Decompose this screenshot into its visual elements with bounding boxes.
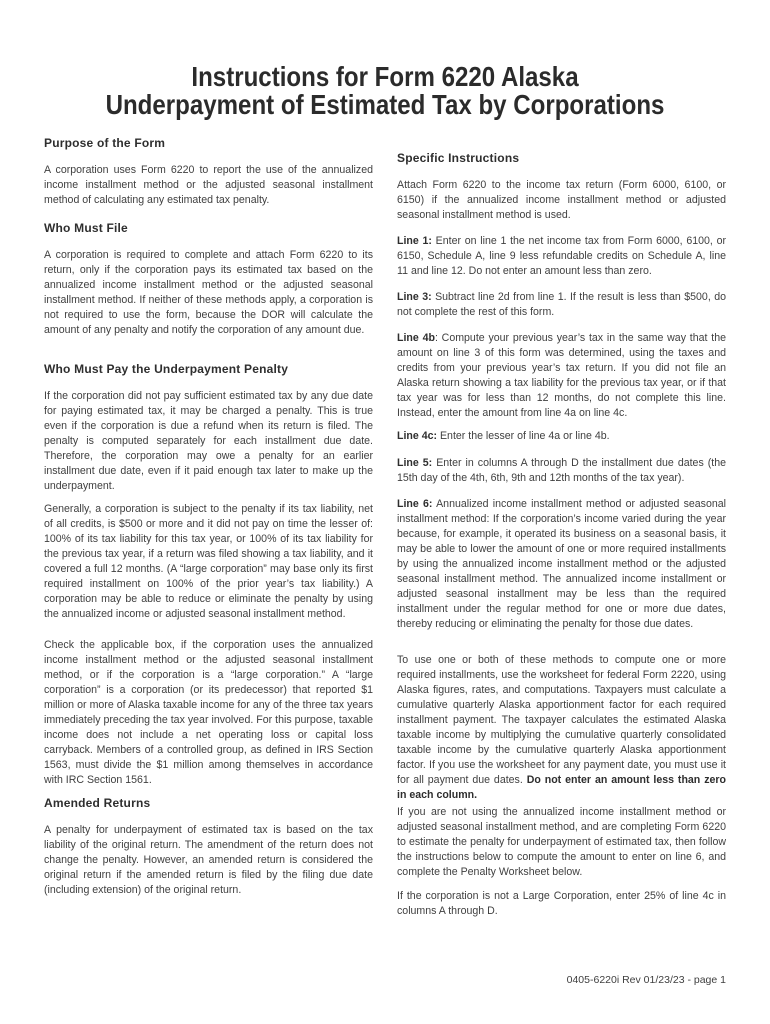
heading-purpose: Purpose of the Form	[44, 136, 166, 150]
line-3-label: Line 3:	[397, 291, 432, 303]
line-4b-text: : Compute your previous year’s tax in the same way that the amount on line 3 of this form was determined, using the taxes and credits from your previous year’s tax return. If you did not file an Alaska return showing a tax liability for the previous tax year, or if that tax year was for less than 12 months, do not complete this line. Instead, enter the amount from line 4a on line 4c.	[397, 332, 726, 419]
document-title-line-2: Underpayment of Estimated Tax by Corporations	[105, 89, 665, 120]
methods-bold-note: Do not enter an amount less than zero in each column.	[397, 774, 726, 801]
line-5-text: Enter in columns A through D the installment due dates (the 15th day of the 4th, 6th, 9th and 12th months of the tax year).	[397, 457, 727, 484]
line-1-label: Line 1:	[397, 235, 432, 247]
paragraph-line-1	[397, 234, 726, 279]
paragraph-purpose: A corporation uses Form 6220 to report the use of the annualized income installment method or the adjusted seasonal installment method of calculating any estimated tax penalty.	[44, 164, 373, 206]
paragraph-attach: Attach Form 6220 to the income tax return (Form 6000, 6100, or 6150) if the annualized income installment method or adjusted seasonal installment method is used.	[397, 179, 726, 221]
heading-who-must-pay: Who Must Pay the Underpayment Penalty	[44, 362, 289, 376]
paragraph-not-large-corp: If the corporation is not a Large Corporation, enter 25% of line 4c in columns A through D.	[397, 890, 726, 917]
paragraph-who-must-pay-2: Generally, a corporation is subject to the penalty if its tax liability, net of all credits, is $500 or more and it did not pay on time the lesser of: 100% of its tax liability for this tax year, or 100% of its tax liability for the previous tax year, if a return was filed showing a tax liability, and it covered a full 12 months. (A “large corporation” may base only its first required installment on 100% of the prior year’s tax liability.) A corporation may be able to reduce or eliminate the penalty by using the annualized income or adjusted seasonal installment method.	[44, 503, 373, 620]
heading-who-must-file: Who Must File	[44, 221, 128, 235]
line-6-label: Line 6:	[397, 498, 433, 510]
document-title-line-1: Instructions for Form 6220 Alaska	[191, 61, 579, 92]
paragraph-who-must-pay-3: Check the applicable box, if the corporation uses the annualized income installment method or the adjusted seasonal installment method, or if the corporation is a “large corporation.” A “large corporation” is a corporation (or its predecessor) that reported $1 million or more of Alaska taxable income for any of the three tax years immediately preceding the tax year involved. For this purpose, taxable income does not include a net operating loss or capital loss carryback. Members of a controlled group, as defined in IRS Section 1563, must divide the $1 million among themselves in accordance with IRC Section 1561.	[44, 639, 373, 786]
methods-text: To use one or both of these methods to compute one or more required installments, use the worksheet for federal Form 2220, using Alaska figures, rates, and computations. Taxpayers must calculate a cumulative quarterly Alaska apportionment factor for each required installment payment. The taxpayer calculates the estimated Alaska taxable income by multiplying the cumulative quarterly consolidated taxable income by the cumulative quarterly Alaska apportionment factor. If you use the worksheet for any payment date, you must use it for all payment due dates.	[397, 654, 726, 786]
heading-specific-instructions: Specific Instructions	[397, 151, 520, 165]
paragraph-line-4c	[397, 429, 726, 444]
paragraph-not-using: If you are not using the annualized income installment method or adjusted seasonal installment method, and are completing Form 6220 to estimate the penalty for underpayment of estimated tax, then follow the instructions below to compute the amount to enter on line 6, and complete the Penalty Worksheet below.	[397, 806, 726, 878]
paragraph-who-must-file: A corporation is required to complete and attach Form 6220 to its return, only if the corporation pays its estimated tax based on the annualized income installment method or the adjusted seasonal installment method. If neither of these methods apply, a corporation is not required to use the form, because the DOR will calculate the amount of any penalty and notify the corporation of any amount due.	[44, 249, 373, 336]
paragraph-line-5	[397, 456, 726, 486]
paragraph-line-3	[397, 290, 726, 320]
paragraph-line-6	[397, 497, 726, 632]
paragraph-methods	[397, 653, 726, 803]
paragraph-who-must-pay-1: If the corporation did not pay sufficient estimated tax by any due date for paying estimated tax, it may be charged a penalty. This is true even if the corporation is due a refund when its return is filed. The penalty is computed separately for each installment due date. Therefore, the corporation may owe a penalty for an earlier installment due date, even if it paid enough tax later to make up the underpayment.	[44, 390, 373, 492]
paragraph-amended-returns: A penalty for underpayment of estimated tax is based on the tax liability of the original return. The amendment of the return does not change the penalty. However, an amended return is considered the original return if the amended return is filed by the filing due date (including extension) of the original return.	[44, 824, 373, 896]
line-6-text: Annualized income installment method or adjusted seasonal installment method: If the corporation’s income varied during the year because, for example, it operated its business on a seasonal basis, it may be able to lower the amount of one or more required installments by using the annualized income installment method or the adjusted seasonal installment method. The annualized income installment or adjusted seasonal installment may be less than the required installment under the regular method for one or more due dates, thereby reducing or eliminating the penalty for those due dates.	[397, 498, 726, 630]
line-3-text: Subtract line 2d from line 1. If the result is less than $500, do not complete the rest of this form.	[397, 291, 726, 318]
heading-amended-returns: Amended Returns	[44, 796, 151, 810]
paragraph-line-4b	[397, 331, 726, 421]
page-footer: 0405-6220i Rev 01/23/23 - page 1	[566, 974, 726, 986]
line-4c-text: Enter the lesser of line 4a or line 4b.	[437, 430, 610, 442]
line-4b-label: Line 4b	[397, 332, 435, 344]
line-5-label: Line 5:	[397, 457, 433, 469]
line-1-text: Enter on line 1 the net income tax from Form 6000, 6100, or 6150, Schedule A, line 9 less refundable credits on Schedule A, line 11 and line 12. Do not enter an amount less than zero.	[397, 235, 727, 277]
line-4c-label: Line 4c:	[397, 430, 438, 442]
